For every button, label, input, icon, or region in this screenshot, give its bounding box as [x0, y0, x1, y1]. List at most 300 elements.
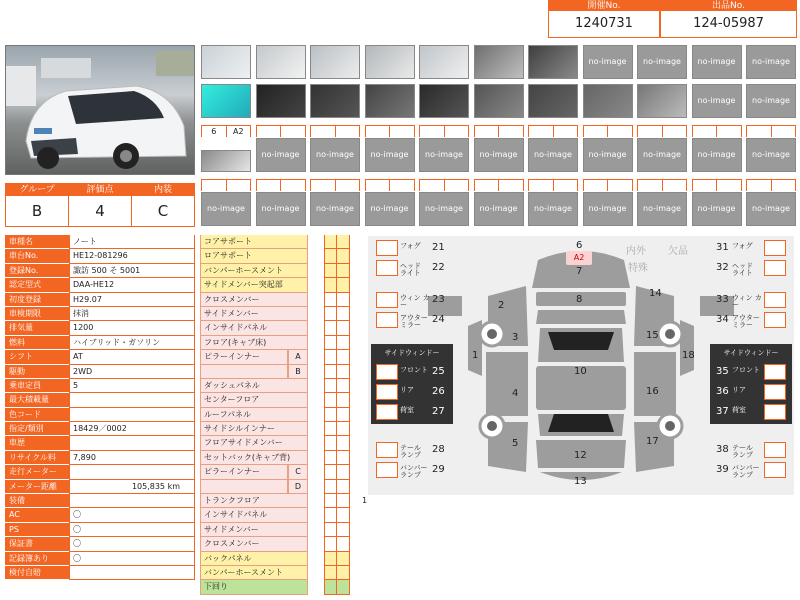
- frame-part-check[interactable]: [337, 451, 350, 465]
- damage-badge-a2: A2: [566, 251, 592, 265]
- frame-part-check[interactable]: [337, 523, 350, 537]
- spacer: [308, 350, 324, 364]
- frame-part-row: [200, 264, 350, 278]
- frame-part-check[interactable]: [324, 235, 337, 249]
- car-area-number[interactable]: 10: [574, 366, 587, 377]
- frame-part-label: コアサポート: [200, 235, 308, 249]
- frame-part-row: [200, 249, 350, 263]
- spec-value: 〇: [69, 552, 195, 566]
- frame-part-row: [200, 350, 350, 364]
- frame-part-check[interactable]: [337, 494, 350, 508]
- thumbnail-sub-cell: [420, 180, 445, 191]
- frame-part-check[interactable]: [324, 566, 337, 580]
- side-mark: 1: [362, 496, 368, 505]
- thumbnail-sub-cell: [772, 180, 796, 191]
- spec-label: 乗車定員: [5, 379, 69, 393]
- thumbnail-sub-cell: [202, 180, 227, 191]
- right-item-label: アウター ミラー: [732, 314, 760, 329]
- frame-part-label: フロアサイドメンバー: [200, 436, 308, 450]
- frame-part-label: サイドシルインナー: [200, 422, 308, 436]
- spacer: [308, 465, 324, 479]
- photo-thumbnail[interactable]: [746, 45, 796, 79]
- no-image-label: no-image: [697, 96, 736, 105]
- photo-thumbnail[interactable]: [528, 138, 578, 172]
- right-item-checkbox[interactable]: [764, 404, 786, 420]
- frame-part-label: クロスメンバー: [200, 537, 308, 551]
- car-area-number[interactable]: 3: [512, 332, 519, 343]
- thumbnail-sub-cell: [693, 180, 718, 191]
- frame-part-check[interactable]: [324, 307, 337, 321]
- frame-part-label: センターフロア: [200, 393, 308, 407]
- no-image-label: no-image: [207, 204, 245, 213]
- thumbnail-sub-row: [419, 179, 469, 191]
- car-area-number[interactable]: 16: [646, 386, 659, 397]
- frame-part-check[interactable]: [324, 264, 337, 278]
- spacer: [308, 278, 324, 292]
- photo-thumbnail[interactable]: [310, 84, 360, 118]
- spacer: [308, 566, 324, 580]
- car-area-number[interactable]: 14: [649, 288, 662, 299]
- frame-part-check[interactable]: [324, 350, 337, 364]
- thumbnail-sub-cell: [257, 180, 282, 191]
- spacer: [308, 422, 324, 436]
- photo-thumbnail[interactable]: [637, 45, 687, 79]
- spec-label: 走行メーター: [5, 465, 69, 479]
- photo-thumbnail[interactable]: [474, 138, 524, 172]
- car-area-number[interactable]: 9: [576, 334, 583, 345]
- spacer: [308, 264, 324, 278]
- thumbnail-sub-cell: [227, 180, 251, 191]
- car-photo-image: [6, 46, 195, 175]
- photo-thumbnail[interactable]: [692, 45, 742, 79]
- photo-thumbnail[interactable]: [474, 192, 524, 226]
- thumbnail-sub-cell: [390, 126, 414, 137]
- frame-part-check[interactable]: [337, 278, 350, 292]
- photo-thumbnail[interactable]: [419, 84, 469, 118]
- frame-part-check[interactable]: [337, 293, 350, 307]
- car-area-number[interactable]: 12: [574, 450, 587, 461]
- frame-part-label: バンパーホースメント: [200, 264, 308, 278]
- lot-number-value: 1240731: [549, 11, 659, 37]
- left-item-checkbox[interactable]: [376, 312, 398, 328]
- spacer: [308, 293, 324, 307]
- no-image-label: no-image: [588, 204, 627, 213]
- car-area-number[interactable]: 1: [472, 350, 479, 361]
- left-item-checkbox[interactable]: [376, 240, 398, 256]
- frame-part-label: バンパーホースメント: [200, 566, 308, 580]
- photo-thumbnail[interactable]: [692, 192, 742, 226]
- right-item-label: バンパー ランプ: [732, 464, 760, 479]
- photo-thumbnail[interactable]: [310, 192, 360, 226]
- right-item-checkbox[interactable]: [764, 240, 786, 256]
- frame-part-row: [200, 336, 350, 350]
- main-car-photo[interactable]: [5, 45, 195, 175]
- spec-label: メーター距離: [5, 480, 69, 494]
- frame-part-label: ロアサポート: [200, 249, 308, 263]
- left-item-checkbox[interactable]: [376, 260, 398, 276]
- left-item-label: フォグ: [400, 242, 421, 250]
- car-area-number[interactable]: 11: [574, 420, 587, 431]
- frame-part-check[interactable]: [324, 508, 337, 522]
- frame-part-row: [200, 293, 350, 307]
- photo-thumbnail[interactable]: [692, 84, 742, 118]
- frame-part-check[interactable]: [324, 480, 337, 494]
- thumbnail-sub-row: [474, 125, 524, 137]
- frame-part-label: インサイドパネル: [200, 508, 308, 522]
- no-image-label: no-image: [261, 204, 300, 213]
- grade-group-value: B: [31, 202, 43, 220]
- frame-part-check[interactable]: [337, 307, 350, 321]
- frame-part-check[interactable]: [337, 336, 350, 350]
- left-item-label: リア: [400, 386, 414, 394]
- spec-value: 105,835 km: [69, 480, 195, 494]
- frame-part-row: [200, 552, 350, 566]
- frame-part-check[interactable]: [324, 451, 337, 465]
- frame-part-row: [200, 508, 350, 522]
- frame-part-check[interactable]: [324, 422, 337, 436]
- frame-part-check[interactable]: [337, 235, 350, 249]
- spec-label: 認定型式: [5, 278, 69, 292]
- frame-part-check[interactable]: [337, 264, 350, 278]
- frame-part-check[interactable]: [324, 293, 337, 307]
- frame-part-check[interactable]: [337, 393, 350, 407]
- thumbnail-sub-cell: [529, 126, 554, 137]
- frame-part-check[interactable]: [324, 494, 337, 508]
- right-item-number: 39: [716, 464, 729, 475]
- frame-part-label: ルーフパネル: [200, 408, 308, 422]
- photo-thumbnail[interactable]: [310, 138, 360, 172]
- frame-part-check[interactable]: [324, 408, 337, 422]
- spec-label: 色コード: [5, 408, 69, 422]
- grade-score-label: 評価点: [69, 184, 131, 196]
- photo-thumbnail[interactable]: [746, 192, 796, 226]
- car-area-number[interactable]: 6: [576, 240, 583, 251]
- frame-part-check[interactable]: [337, 321, 350, 335]
- frame-part-check[interactable]: [337, 249, 350, 263]
- frame-part-row: [200, 321, 350, 335]
- spacer: [308, 494, 324, 508]
- no-image-label: no-image: [425, 150, 463, 159]
- spec-label: 最大積載量: [5, 393, 69, 407]
- photo-thumbnail[interactable]: [201, 150, 251, 172]
- photo-thumbnail[interactable]: [365, 138, 415, 172]
- photo-thumbnail[interactable]: [474, 45, 524, 79]
- thumbnail-sub-cell: [281, 126, 305, 137]
- left-item-label: 荷室: [400, 406, 414, 414]
- thumbnail-sub-row: [528, 179, 578, 191]
- car-area-number[interactable]: 18: [682, 350, 695, 361]
- grade-score-value: 4: [95, 202, 105, 220]
- frame-part-label: バックパネル: [200, 552, 308, 566]
- photo-thumbnail[interactable]: [583, 138, 633, 172]
- thumbnail-sub-cell: [584, 126, 609, 137]
- spec-value: 〇: [69, 508, 195, 522]
- frame-part-check[interactable]: [337, 537, 350, 551]
- photo-thumbnail[interactable]: [583, 84, 633, 118]
- thumbnail-sub-row: [365, 125, 415, 137]
- thumbnail-sub-cell: [663, 126, 687, 137]
- spec-value: 抹消: [69, 307, 195, 321]
- left-item-checkbox[interactable]: [376, 384, 398, 400]
- frame-part-check[interactable]: [337, 465, 350, 479]
- frame-part-check[interactable]: [324, 249, 337, 263]
- grade-score-box: [69, 183, 132, 227]
- frame-parts-table: [200, 235, 350, 595]
- photo-thumbnail[interactable]: [528, 84, 578, 118]
- frame-part-check[interactable]: [337, 480, 350, 494]
- left-item-number: 25: [432, 366, 445, 377]
- lot-number-label: 開催No.: [549, 1, 659, 11]
- frame-part-check[interactable]: [324, 321, 337, 335]
- thumbnail-sub-cell: [608, 126, 632, 137]
- photo-thumbnail[interactable]: [419, 138, 469, 172]
- spec-label: 車台No.: [5, 249, 69, 263]
- right-item-checkbox[interactable]: [764, 442, 786, 458]
- photo-thumbnail[interactable]: [637, 138, 687, 172]
- spacer: [308, 249, 324, 263]
- photo-thumbnail[interactable]: [256, 45, 306, 79]
- car-area-number[interactable]: 15: [646, 330, 659, 341]
- photo-thumbnail[interactable]: [637, 192, 687, 226]
- grade-interior-label: 内装: [132, 184, 194, 196]
- spec-label: 登録No.: [5, 264, 69, 278]
- thumbnail-sub-row: [201, 179, 251, 191]
- no-image-label: no-image: [697, 150, 736, 159]
- spec-value: 18429／0002: [69, 422, 195, 436]
- frame-part-check[interactable]: [324, 580, 337, 594]
- frame-part-row: [200, 580, 350, 594]
- left-item-checkbox[interactable]: [376, 442, 398, 458]
- right-item-label: ウィン カー: [732, 294, 762, 309]
- thumbnail-sub-cell: [420, 126, 445, 137]
- thumbnail-sub-row: [583, 179, 633, 191]
- no-image-label: no-image: [752, 57, 790, 66]
- left-item-label: バンパー ランプ: [400, 464, 428, 479]
- thumbnail-sub-row: [365, 179, 415, 191]
- spec-value: [69, 436, 195, 450]
- spacer: [308, 393, 324, 407]
- frame-part-check[interactable]: [324, 552, 337, 566]
- photo-thumbnail[interactable]: [419, 45, 469, 79]
- photo-thumbnail[interactable]: [692, 138, 742, 172]
- right-item-number: 36: [716, 386, 729, 397]
- frame-part-label: クロスメンバー: [200, 293, 308, 307]
- car-area-number[interactable]: 5: [512, 438, 519, 449]
- left-item-checkbox[interactable]: [376, 292, 398, 308]
- frame-part-check[interactable]: [337, 365, 350, 379]
- frame-part-check[interactable]: [337, 408, 350, 422]
- photo-thumbnail[interactable]: [637, 84, 687, 118]
- frame-part-row: [200, 422, 350, 436]
- photo-thumbnail[interactable]: [419, 192, 469, 226]
- spec-label: 車種名: [5, 235, 69, 249]
- photo-thumbnail[interactable]: [746, 84, 796, 118]
- spec-label: 排気量: [5, 321, 69, 335]
- spec-label: PS: [5, 523, 69, 537]
- photo-thumbnail[interactable]: [365, 192, 415, 226]
- right-item-checkbox[interactable]: [764, 384, 786, 400]
- photo-thumbnail[interactable]: [365, 45, 415, 79]
- spec-value: [69, 408, 195, 422]
- right-item-checkbox[interactable]: [764, 260, 786, 276]
- frame-part-check[interactable]: [324, 523, 337, 537]
- no-image-label: no-image: [752, 96, 790, 105]
- frame-part-check[interactable]: [337, 580, 350, 594]
- right-item-checkbox[interactable]: [764, 364, 786, 380]
- spec-label: シフト: [5, 350, 69, 364]
- right-item-number: 37: [716, 406, 729, 417]
- right-item-checkbox[interactable]: [764, 312, 786, 328]
- thumbnail-sub-row: [637, 125, 687, 137]
- thumbnail-sub-row: [419, 125, 469, 137]
- frame-part-check[interactable]: [324, 393, 337, 407]
- photo-thumbnail[interactable]: [474, 84, 524, 118]
- spacer: [308, 307, 324, 321]
- frame-part-check[interactable]: [324, 379, 337, 393]
- right-item-number: 35: [716, 366, 729, 377]
- left-item-number: 29: [432, 464, 445, 475]
- spec-value: [69, 465, 195, 479]
- photo-thumbnail[interactable]: [201, 45, 251, 79]
- left-item-number: 26: [432, 386, 445, 397]
- no-image-label: no-image: [316, 204, 354, 213]
- car-area-number[interactable]: 7: [576, 266, 583, 277]
- right-item-label: フォグ: [732, 242, 753, 250]
- frame-part-check[interactable]: [337, 552, 350, 566]
- left-item-number: 22: [432, 262, 445, 273]
- no-image-label: no-image: [370, 150, 409, 159]
- frame-part-sub: B: [288, 365, 308, 379]
- thumbnail-sub-cell: [445, 126, 469, 137]
- frame-part-check[interactable]: [337, 379, 350, 393]
- listing-number-label: 出品No.: [661, 1, 796, 11]
- frame-part-label: セットバック(キャブ背): [200, 451, 308, 465]
- no-image-label: no-image: [370, 204, 409, 213]
- photo-thumbnail[interactable]: [583, 45, 633, 79]
- thumbnail-sub-cell: [747, 180, 772, 191]
- frame-part-label: [200, 480, 288, 494]
- spec-value: ノート: [69, 235, 195, 249]
- photo-thumbnail[interactable]: [256, 84, 306, 118]
- thumbnail-sub-cell: [257, 126, 282, 137]
- frame-part-check[interactable]: [337, 436, 350, 450]
- frame-part-row: [200, 379, 350, 393]
- frame-part-check[interactable]: [337, 566, 350, 580]
- spacer: [308, 235, 324, 249]
- spec-label: リサイクル料: [5, 451, 69, 465]
- frame-part-row: [200, 408, 350, 422]
- no-image-label: no-image: [261, 150, 300, 159]
- thumbnail-sub-row: [583, 125, 633, 137]
- left-item-checkbox[interactable]: [376, 462, 398, 478]
- car-area-number[interactable]: 17: [646, 436, 659, 447]
- frame-part-check[interactable]: [324, 365, 337, 379]
- frame-part-check[interactable]: [324, 465, 337, 479]
- photo-thumbnail[interactable]: [746, 138, 796, 172]
- thumbnail-sub-cell: 6: [202, 126, 227, 137]
- left-item-number: 21: [432, 242, 445, 253]
- photo-thumbnail[interactable]: [528, 45, 578, 79]
- spec-label: 燃料: [5, 336, 69, 350]
- photo-thumbnail[interactable]: [528, 192, 578, 226]
- no-image-label: no-image: [588, 150, 627, 159]
- left-item-checkbox[interactable]: [376, 404, 398, 420]
- thumbnail-sub-cell: [499, 180, 523, 191]
- no-image-label: no-image: [697, 57, 736, 66]
- right-item-checkbox[interactable]: [764, 292, 786, 308]
- left-item-checkbox[interactable]: [376, 364, 398, 380]
- thumbnail-sub-row: [637, 179, 687, 191]
- thumbnail-sub-cell: [529, 180, 554, 191]
- no-image-label: no-image: [588, 57, 627, 66]
- thumbnail-sub-row: [310, 179, 360, 191]
- frame-part-sub: D: [288, 480, 308, 494]
- no-image-label: no-image: [643, 57, 681, 66]
- frame-part-row: [200, 235, 350, 249]
- photo-thumbnail[interactable]: [201, 192, 251, 226]
- no-image-label: no-image: [752, 150, 790, 159]
- thumbnail-sub-cell: [366, 126, 391, 137]
- spacer: [308, 436, 324, 450]
- photo-thumbnail[interactable]: [256, 192, 306, 226]
- spacer: [308, 408, 324, 422]
- frame-part-sub: C: [288, 465, 308, 479]
- right-item-number: 34: [716, 314, 729, 325]
- car-area-number[interactable]: 2: [498, 300, 505, 311]
- frame-part-check[interactable]: [324, 336, 337, 350]
- thumbnail-sub-cell: [554, 126, 578, 137]
- photo-thumbnail[interactable]: [365, 84, 415, 118]
- frame-part-check[interactable]: [337, 350, 350, 364]
- right-item-checkbox[interactable]: [764, 462, 786, 478]
- tag-special: 特殊: [628, 263, 648, 274]
- frame-part-row: [200, 480, 350, 494]
- photo-thumbnail[interactable]: [256, 138, 306, 172]
- grade-interior-box: [132, 183, 195, 227]
- thumbnail-sub-row: [201, 125, 251, 137]
- frame-part-check[interactable]: [324, 537, 337, 551]
- side-window-title-left: サイドウィンドー: [384, 349, 440, 357]
- frame-part-row: [200, 365, 350, 379]
- frame-part-row: [200, 523, 350, 537]
- thumbnail-sub-cell: [499, 126, 523, 137]
- frame-part-check[interactable]: [337, 508, 350, 522]
- spec-value: [69, 494, 195, 508]
- spec-label: 車歴: [5, 436, 69, 450]
- frame-part-check[interactable]: [324, 436, 337, 450]
- thumbnail-sub-row: [256, 125, 306, 137]
- car-area-number[interactable]: 13: [574, 476, 587, 487]
- car-area-number[interactable]: 8: [576, 294, 583, 305]
- grade-group-box: [5, 183, 69, 227]
- right-item-number: 38: [716, 444, 729, 455]
- photo-thumbnail[interactable]: [310, 45, 360, 79]
- spec-label: 保証書: [5, 537, 69, 551]
- grade-group-label: グループ: [6, 184, 68, 196]
- right-item-number: 33: [716, 294, 729, 305]
- photo-thumbnail[interactable]: [583, 192, 633, 226]
- frame-part-check[interactable]: [324, 278, 337, 292]
- frame-part-check[interactable]: [337, 422, 350, 436]
- spec-value: 諏訪 500 そ 5001: [69, 264, 195, 278]
- right-item-label: ヘッド ライト: [732, 262, 753, 277]
- car-area-number[interactable]: 4: [512, 388, 519, 399]
- spec-value: H29.07: [69, 293, 195, 307]
- spacer: [308, 537, 324, 551]
- thumbnail-sub-cell: [390, 180, 414, 191]
- photo-thumbnail[interactable]: [201, 84, 251, 118]
- left-item-number: 27: [432, 406, 445, 417]
